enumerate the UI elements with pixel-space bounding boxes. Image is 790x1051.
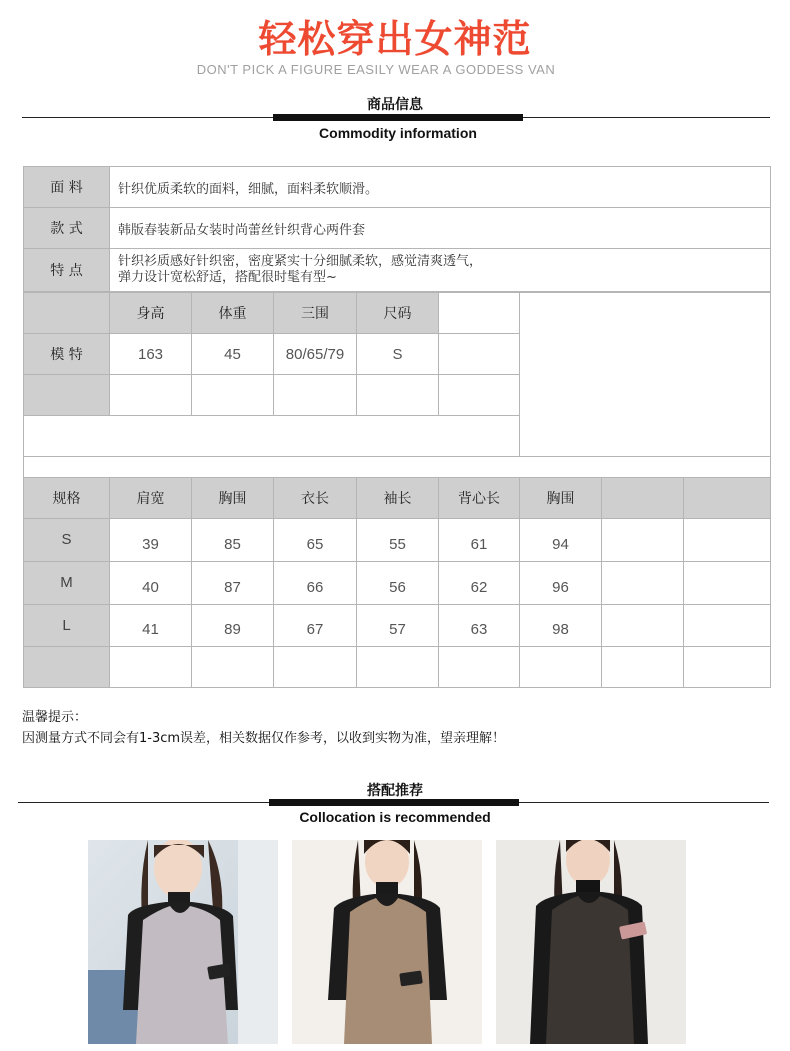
size-cell: 63 — [439, 605, 520, 647]
size-cell-empty — [274, 647, 357, 688]
page-subtitle: DON'T PICK A FIGURE EASILY WEAR A GODDESS VAN — [196, 62, 556, 77]
page-title: 轻松穿出女神范 — [258, 17, 532, 61]
collocation-title-en: Collocation is recommended — [299, 809, 491, 825]
size-cell-empty — [602, 647, 684, 688]
gray-vest-photo — [88, 840, 278, 1044]
size-table — [23, 477, 771, 688]
size-label-l: L — [24, 605, 110, 647]
size-cell: 94 — [520, 519, 602, 562]
size-cell: 56 — [357, 562, 439, 605]
size-cell-empty — [684, 605, 771, 647]
size-cell: 61 — [439, 519, 520, 562]
size-header-bust-2: 胸围 — [520, 478, 602, 519]
size-cell: 89 — [192, 605, 274, 647]
size-cell: 39 — [110, 519, 192, 562]
table-row — [24, 605, 771, 647]
khaki-vest-photo — [292, 840, 482, 1044]
table-row — [24, 519, 771, 562]
model-side-blank — [520, 293, 771, 457]
size-header-empty — [602, 478, 684, 519]
size-cell: 67 — [274, 605, 357, 647]
size-cell-empty — [439, 647, 520, 688]
model-height-value: 163 — [110, 334, 192, 375]
feature-line-1: 针织衫质感好针织密，密度紧实十分细腻柔软，感觉清爽透气， — [118, 254, 483, 269]
size-cell-empty — [357, 647, 439, 688]
commodity-title-en: Commodity information — [319, 125, 477, 141]
model-header-height: 身高 — [110, 293, 192, 334]
model-row-blank — [274, 375, 357, 416]
size-cell: 66 — [274, 562, 357, 605]
commodity-info-table — [23, 166, 771, 292]
size-cell-empty — [110, 647, 192, 688]
khaki-vest-illustration — [292, 840, 482, 1044]
size-cell-empty — [602, 562, 684, 605]
commodity-divider-bar — [273, 114, 523, 121]
size-cell: 65 — [274, 519, 357, 562]
size-cell-empty — [684, 519, 771, 562]
model-header-empty — [439, 293, 520, 334]
size-header-spec: 规格 — [24, 478, 110, 519]
model-header-blank — [24, 293, 110, 334]
size-cell: 85 — [192, 519, 274, 562]
model-header-weight: 体重 — [192, 293, 274, 334]
model-size-value: S — [357, 334, 439, 375]
size-cell: 57 — [357, 605, 439, 647]
size-cell-empty — [602, 605, 684, 647]
collocation-title-cn: 搭配推荐 — [367, 783, 423, 799]
size-cell-empty — [192, 647, 274, 688]
size-cell-empty — [684, 562, 771, 605]
commodity-title-cn: 商品信息 — [367, 97, 423, 113]
size-cell: 98 — [520, 605, 602, 647]
model-row-blank-label — [24, 375, 110, 416]
style-value: 韩版春装新品女装时尚蕾丝针织背心两件套 — [110, 208, 771, 249]
size-cell: 62 — [439, 562, 520, 605]
fabric-value: 针织优质柔软的面料，细腻，面料柔软顺滑。 — [110, 167, 771, 208]
size-cell-empty — [684, 647, 771, 688]
model-weight-value: 45 — [192, 334, 274, 375]
spacer-row — [24, 457, 771, 479]
size-header-shoulder: 肩宽 — [110, 478, 192, 519]
dark-vest-photo — [496, 840, 686, 1044]
feature-line-2: 弹力设计宽松舒适，搭配很时髦有型~ — [118, 270, 337, 285]
size-cell: 87 — [192, 562, 274, 605]
size-header-bust: 胸围 — [192, 478, 274, 519]
size-cell: 41 — [110, 605, 192, 647]
model-footer-blank — [24, 416, 520, 457]
tips-title: 温馨提示： — [22, 710, 88, 725]
model-value-empty — [439, 334, 520, 375]
size-cell: 96 — [520, 562, 602, 605]
size-label-m: M — [24, 562, 110, 605]
model-header-measurements: 三围 — [274, 293, 357, 334]
model-measurements-value: 80/65/79 — [274, 334, 357, 375]
model-label: 模 特 — [24, 334, 110, 375]
model-row-blank — [439, 375, 520, 416]
table-row — [24, 562, 771, 605]
size-header-empty — [684, 478, 771, 519]
model-table — [23, 292, 771, 479]
model-row-blank — [192, 375, 274, 416]
feature-value — [110, 249, 771, 292]
size-header-sleeve: 袖长 — [357, 478, 439, 519]
model-row-blank — [110, 375, 192, 416]
size-header-vest-length: 背心长 — [439, 478, 520, 519]
gray-vest-illustration — [88, 840, 278, 1044]
model-header-size: 尺码 — [357, 293, 439, 334]
collocation-divider-bar — [269, 799, 519, 806]
size-header-length: 衣长 — [274, 478, 357, 519]
table-row — [24, 647, 771, 688]
model-row-blank — [357, 375, 439, 416]
size-cell-empty — [602, 519, 684, 562]
size-label-s: S — [24, 519, 110, 562]
style-label: 款 式 — [24, 208, 110, 249]
feature-label: 特 点 — [24, 249, 110, 292]
fabric-label: 面 料 — [24, 167, 110, 208]
size-label-blank — [24, 647, 110, 688]
tips-text: 因测量方式不同会有1-3cm误差，相关数据仅作参考，以收到实物为准，望亲理解！ — [22, 731, 506, 746]
size-cell: 55 — [357, 519, 439, 562]
size-cell: 40 — [110, 562, 192, 605]
size-cell-empty — [520, 647, 602, 688]
dark-vest-illustration — [496, 840, 686, 1044]
